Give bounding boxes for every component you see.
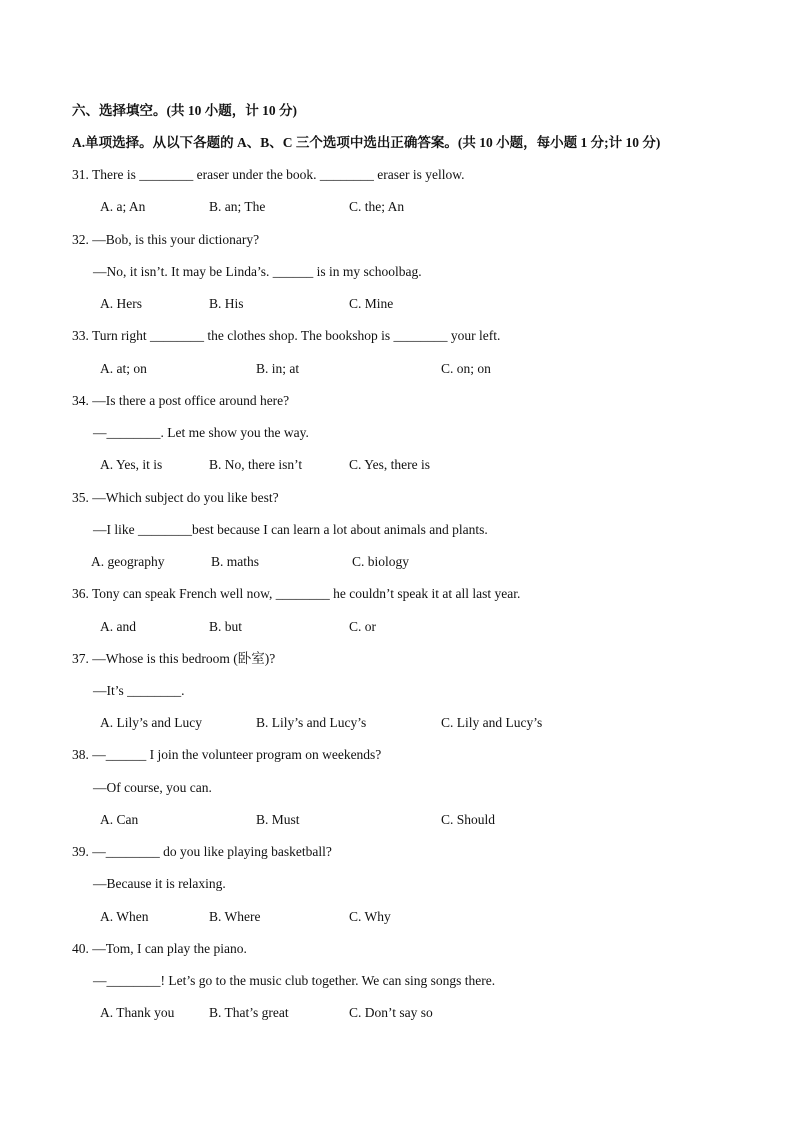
question-40-option-b: B. That’s great (209, 1005, 289, 1020)
question-40-line-1: —________! Let’s go to the music club together. We can sing songs there. (93, 973, 496, 988)
question-40-option-c: C. Don’t say so (349, 1005, 433, 1020)
question-37-option-b: B. Lily’s and Lucy’s (256, 715, 367, 730)
question-38-option-b: B. Must (256, 812, 300, 827)
question-35-stem: 35. —Which subject do you like best? (72, 490, 279, 505)
section-title: 六、选择填空。(共 10 小题，计 10 分) (72, 103, 297, 118)
question-32-line-1: —No, it isn’t. It may be Linda’s. ______ is in my schoolbag. (93, 264, 422, 279)
question-37-option-c: C. Lily and Lucy’s (441, 715, 543, 730)
question-35-option-c: C. biology (352, 554, 410, 569)
question-31-option-c: C. the; An (349, 199, 405, 214)
part-a-title: A.单项选择。从以下各题的 A、B、C 三个选项中选出正确答案。(共 10 小题，每小题 1 分;计 10 分) (72, 135, 661, 150)
question-33-option-c: C. on; on (441, 361, 491, 376)
question-36-option-b: B. but (209, 619, 243, 634)
question-40-option-a: A. Thank you (100, 1005, 175, 1020)
question-39-option-b: B. Where (209, 909, 261, 924)
question-34-option-b: B. No, there isn’t (209, 457, 303, 472)
question-33-option-a: A. at; on (100, 361, 147, 376)
question-38-line-1: —Of course, you can. (93, 780, 212, 795)
question-32-option-c: C. Mine (349, 296, 394, 311)
question-33-stem: 33. Turn right ________ the clothes shop. The bookshop is ________ your left. (72, 328, 501, 343)
question-31-option-b: B. an; The (209, 199, 266, 214)
question-33-option-b: B. in; at (256, 361, 300, 376)
question-39-option-c: C. Why (349, 909, 391, 924)
question-35-line-1: —I like ________best because I can learn a lot about animals and plants. (93, 522, 488, 537)
question-31-option-a: A. a; An (100, 199, 146, 214)
question-36-stem: 36. Tony can speak French well now, ________ he couldn’t speak it at all last year. (72, 586, 521, 601)
question-37-line-1: —It’s ________. (93, 683, 185, 698)
question-34-option-c: C. Yes, there is (349, 457, 431, 472)
question-38-option-c: C. Should (441, 812, 496, 827)
question-39-stem: 39. —________ do you like playing basketball? (72, 844, 332, 859)
question-32-option-b: B. His (209, 296, 244, 311)
question-32-option-a: A. Hers (100, 296, 142, 311)
question-36-option-a: A. and (100, 619, 136, 634)
question-35-option-b: B. maths (211, 554, 260, 569)
question-34-line-1: —________. Let me show you the way. (93, 425, 309, 440)
question-36-option-c: C. or (349, 619, 376, 634)
question-31-stem: 31. There is ________ eraser under the book. ________ eraser is yellow. (72, 167, 465, 182)
question-34-stem: 34. —Is there a post office around here? (72, 393, 290, 408)
question-32-stem: 32. —Bob, is this your dictionary? (72, 232, 260, 247)
question-39-line-1: —Because it is relaxing. (93, 876, 226, 891)
question-37-stem: 37. —Whose is this bedroom (卧室)? (72, 651, 276, 666)
question-38-option-a: A. Can (100, 812, 139, 827)
question-38-stem: 38. —______ I join the volunteer program on weekends? (72, 747, 382, 762)
question-34-option-a: A. Yes, it is (100, 457, 163, 472)
question-39-option-a: A. When (100, 909, 149, 924)
question-35-option-a: A. geography (91, 554, 165, 569)
question-40-stem: 40. —Tom, I can play the piano. (72, 941, 247, 956)
question-37-option-a: A. Lily’s and Lucy (100, 715, 202, 730)
